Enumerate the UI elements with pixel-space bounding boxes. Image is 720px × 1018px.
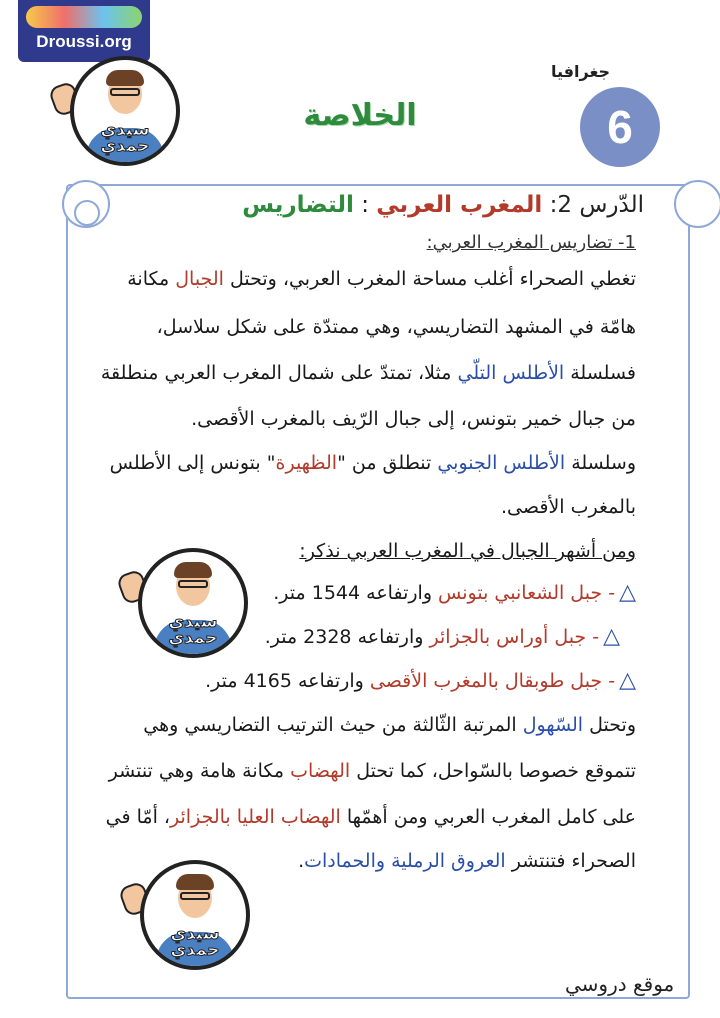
subject-label: جغرافيا [550,62,610,81]
frame-scroll-inner-curl-icon [74,200,100,226]
section-heading: 1- تضاريس المغرب العربي: [426,232,636,253]
lesson-label: الدّرس 2: [549,192,644,218]
footer-site-name: موقع دروسي [565,972,675,996]
page-title: الخلاصة [303,98,417,133]
mascot-avatar: سيدي حمدي [138,548,248,658]
mountains-heading: ومن أشهر الجبال في المغرب العربي نذكر: [299,540,636,562]
mountain-item: △- جبل الشعانبي بتونس وارتفاعه 1544 متر. [273,580,636,605]
logo-text: Droussi.org [36,32,132,51]
lesson-separator: : [361,192,369,218]
paragraph-line: بالمغرب الأقصى. [501,496,636,518]
site-logo[interactable] [18,0,150,62]
frame-scroll-curl-right-icon [674,180,720,228]
paragraph-line: وسلسلة الأطلس الجنوبي تنطلق من "الظهيرة" بتونس إلى الأطلس [109,452,636,474]
mascot-avatar [70,56,180,166]
mountain-item: △- جبل طوبقال بالمغرب الأقصى وارتفاعه 4165 متر. [205,668,636,693]
lesson-heading [242,192,644,218]
triangle-bullet-icon: △ [619,580,636,605]
triangle-bullet-icon: △ [619,668,636,693]
paragraph-line: على كامل المغرب العربي ومن أهمّها الهضاب العليا بالجزائر، أمّا في [105,806,636,828]
mascot-name: سيدي حمدي [100,120,150,156]
paragraph-line: الصحراء فتنتشر العروق الرملية والحمادات. [298,850,636,872]
paragraph-line: تغطي الصحراء أغلب مساحة المغرب العربي، وتحتل الجبال مكانة [127,268,636,290]
paragraph-line: تتموقع خصوصا بالسّواحل، كما تحتل الهضاب مكانة هامة وهي تنتشر [108,760,636,782]
paragraph-line: وتحتل السّهول المرتبة الثّالثة من حيث الترتيب التضاريسي وهي [143,714,636,736]
paragraph-line: فسلسلة الأطلس التلّي مثلا، تمتدّ على شمال المغرب العربي منطلقة [100,362,636,384]
triangle-bullet-icon: △ [603,624,620,649]
lesson-subtopic: التضاريس [242,192,354,218]
paragraph-line: من جبال خمير بتونس، إلى جبال الرّيف بالمغرب الأقصى. [191,408,636,430]
paragraph-line: هامّة في المشهد التضاريسي، وهي ممتدّة على شكل سلاسل، [156,316,636,338]
logo-kids-banner [26,6,142,28]
mascot-avatar: سيدي حمدي [140,860,250,970]
unit-number-badge: 6 [580,87,660,167]
lesson-topic: المغرب العربي [376,192,543,218]
mountain-item: △- جبل أوراس بالجزائر وارتفاعه 2328 متر. [264,624,620,649]
